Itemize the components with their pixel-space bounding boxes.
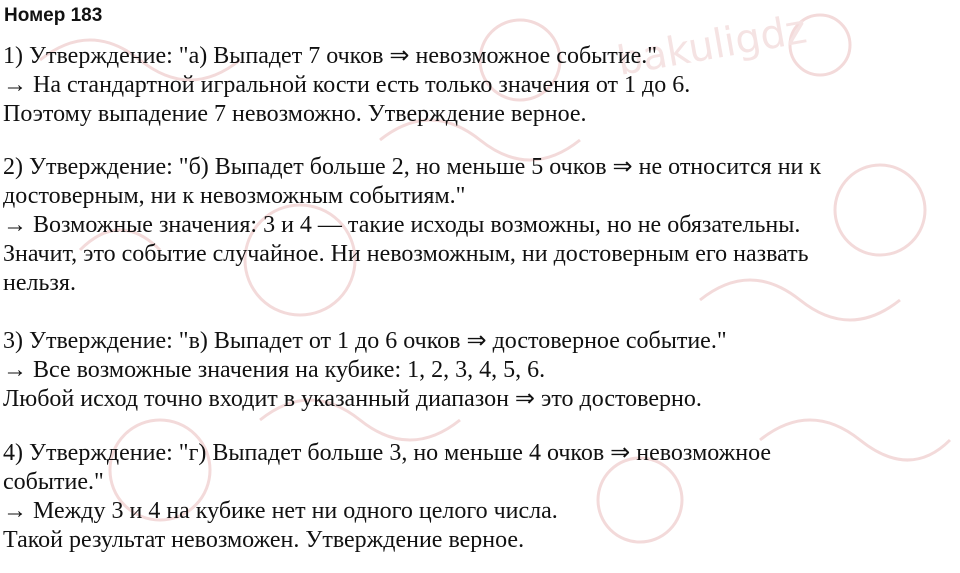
statement-line: 2) Утверждение: "б) Выпадет больше 2, но меньше 5 очков ⇒ не относится ни к xyxy=(3,154,822,180)
explanation-line: → Возможные значения: 3 и 4 — такие исходы возможны, но не обязательны. xyxy=(3,212,801,238)
statement-line: достоверным, ни к невозможным событиям." xyxy=(3,183,466,209)
page-title: Номер 183 xyxy=(4,5,103,26)
statement-line: 3) Утверждение: "в) Выпадет от 1 до 6 очков ⇒ достоверное событие." xyxy=(3,328,727,354)
watermark-text: bakuligdz xyxy=(613,6,811,85)
statement-line: 1) Утверждение: "а) Выпадет 7 очков ⇒ невозможное событие." xyxy=(3,43,658,69)
statement-block-2 xyxy=(3,153,958,298)
statement-block-4 xyxy=(3,439,958,555)
conclusion-line: Значит, это событие случайное. Ни невозможным, ни достоверным его назвать xyxy=(3,241,809,267)
conclusion-line: нельзя. xyxy=(3,270,76,296)
explanation-line: → Между 3 и 4 на кубике нет ни одного целого числа. xyxy=(3,498,558,524)
statement-line: 4) Утверждение: "г) Выпадет больше 3, но меньше 4 очков ⇒ невозможное xyxy=(3,440,772,466)
conclusion-line: Такой результат невозможен. Утверждение верное. xyxy=(3,527,525,553)
explanation-line: → Все возможные значения на кубике: 1, 2, 3, 4, 5, 6. xyxy=(3,357,546,383)
explanation-line: → На стандартной игральной кости есть только значения от 1 до 6. xyxy=(3,72,691,98)
conclusion-line: Поэтому выпадение 7 невозможно. Утверждение верное. xyxy=(3,101,587,127)
statement-block-3 xyxy=(3,327,958,414)
statement-block-1 xyxy=(3,42,958,129)
statement-line: событие." xyxy=(3,469,104,495)
conclusion-line: Любой исход точно входит в указанный диапазон ⇒ это достоверно. xyxy=(3,386,702,412)
